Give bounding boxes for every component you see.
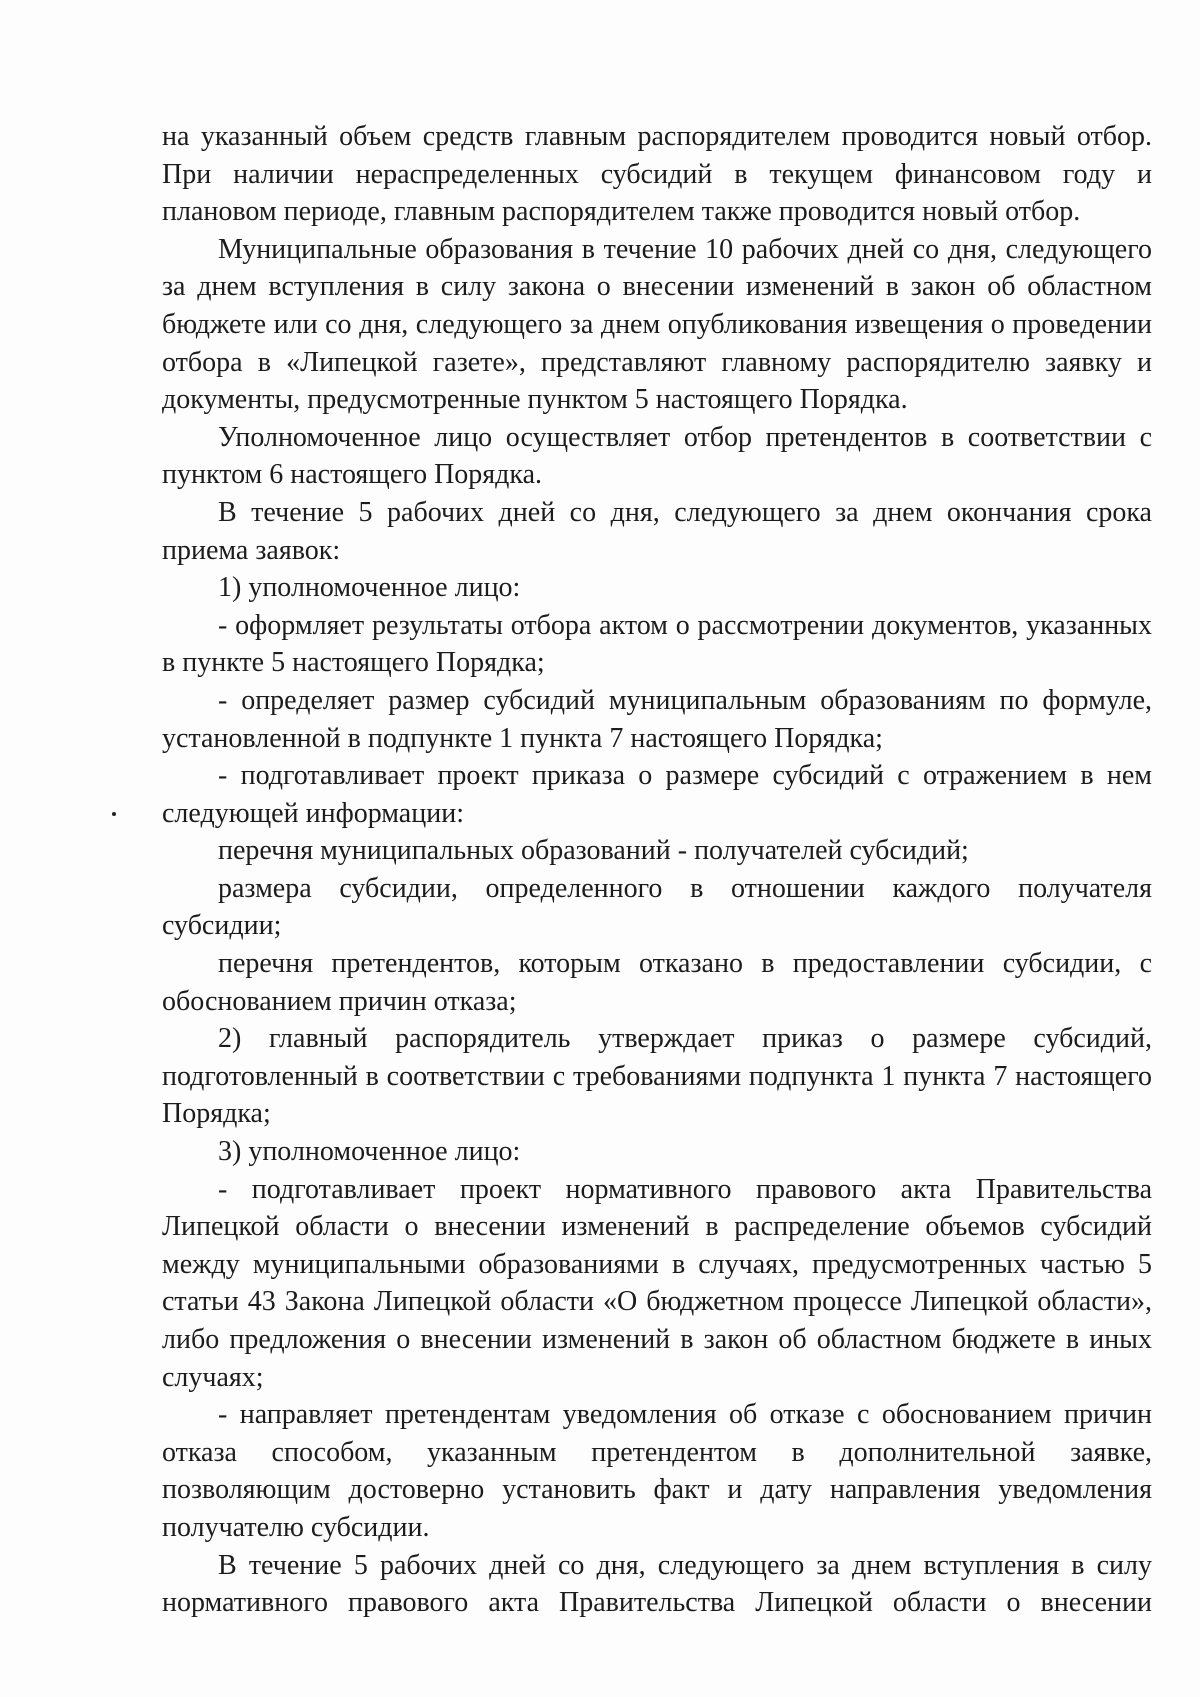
info-item: перечня муниципальных образований - получателей субсидий; [218,835,969,867]
document-body [162,118,1152,1622]
list-item-1: 1) уполномоченное лицо: [218,572,521,604]
list-subitem: - подготавливает проект нормативного правового акта Правительства Липецкой области о внесении изменений в распределение объемов субсидий между муниципальными образованиями в случаях, предусмотренных частью 5 статьи 43 Закона Липецкой области «О бюджетном процессе Липецкой области», либо предложения о внесении изменений в закон об областном бюджете в иных случаях; [162,1173,1152,1393]
paragraph-review-deadline: В течение 5 рабочих дней со дня, следующего за днем окончания срока приема заявок: [162,496,1152,566]
list-subitem: - направляет претендентам уведомления об отказе с обоснованием причин отказа способом, указанным претендентом в дополнительной заявке, позволяющим достоверно установить факт и дату направления уведомления получателю субсидии. [162,1399,1152,1543]
paragraph-final: В течение 5 рабочих дней со дня, следующего за днем вступления в силу нормативного правового акта Правительства Липецкой области о внесении [162,1549,1152,1619]
info-item: перечня претендентов, которым отказано в предоставлении субсидии, с обоснованием причин отказа; [162,948,1152,1017]
list-subitem: - оформляет результаты отбора актом о рассмотрении документов, указанных в пункте 5 настоящего Порядка; [162,609,1152,679]
paragraph-municipal-applications: Муниципальные образования в течение 10 рабочих дней со дня, следующего за днем вступления в силу закона о внесении изменений в закон об областном бюджете или со дня, следующего за днем опубликования извещения о проведении отбора в «Липецкой газете», представляют главному распорядителю заявку и документы, предусмотренные пунктом 5 настоящего Порядка. [162,233,1152,416]
list-subitem: - определяет размер субсидий муниципальным образованиям по формуле, установленной в подпункте 1 пункта 7 настоящего Порядка; [162,684,1152,754]
scan-speck [112,812,116,816]
list-subitem: - подготавливает проект приказа о размере субсидий с отражением в нем следующей информации: [162,760,1152,829]
paragraph-continuation: на указанный объем средств главным распорядителем проводится новый отбор. При наличии нераспределенных субсидий в текущем финансовом году и плановом периоде, главным распорядителем также проводится новый отбор. [162,121,1152,228]
list-item-2: 2) главный распорядитель утверждает приказ о размере субсидий, подготовленный в соответствии с требованиями подпункта 1 пункта 7 настоящего Порядка; [162,1023,1152,1130]
info-item: размера субсидии, определенного в отношении каждого получателя субсидии; [162,872,1152,942]
paragraph-selection: Уполномоченное лицо осуществляет отбор претендентов в соответствии с пунктом 6 настоящего Порядка. [162,421,1152,491]
list-item-3: 3) уполномоченное лицо: [218,1136,521,1168]
